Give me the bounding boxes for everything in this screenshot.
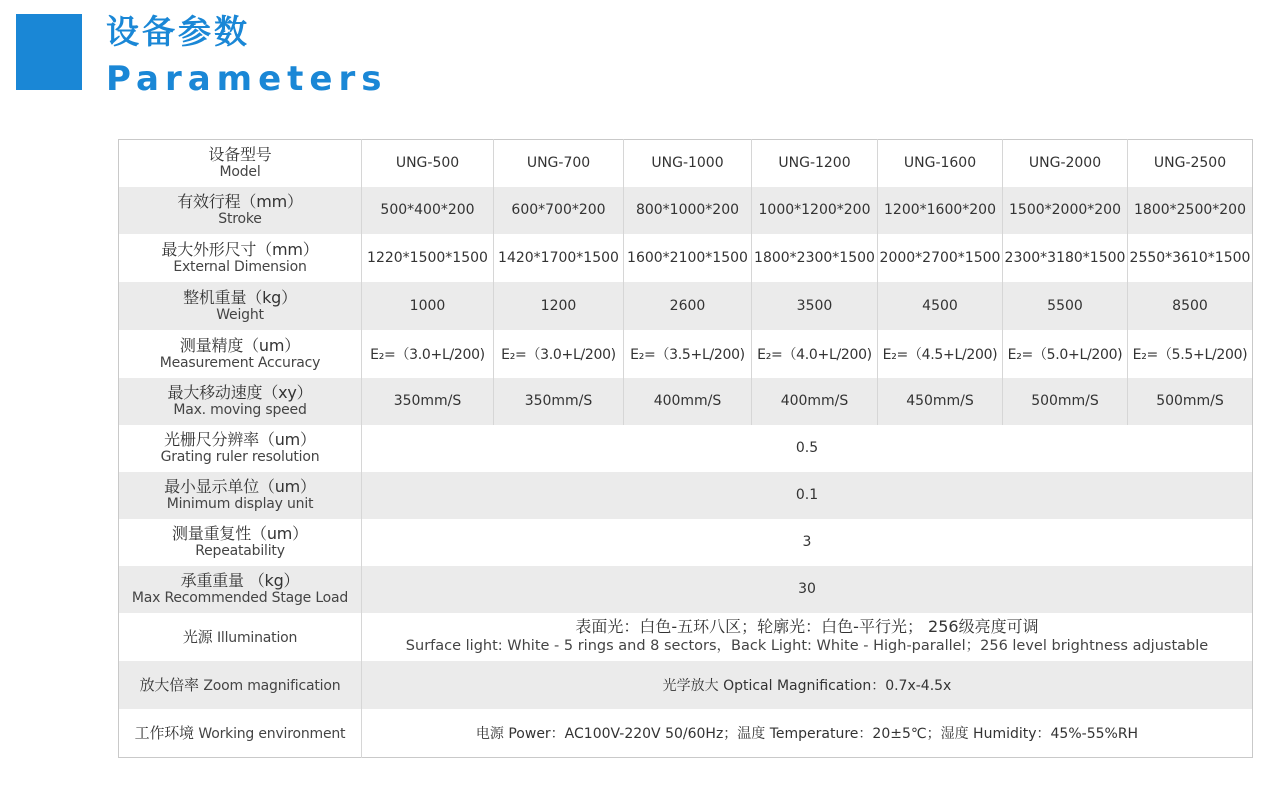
header-accent-block bbox=[16, 14, 82, 90]
model-cell: UNG-1600 bbox=[878, 140, 1003, 187]
table-row-accuracy bbox=[119, 330, 1253, 378]
row-label-zoom: 放大倍率 Zoom magnification bbox=[119, 661, 362, 709]
speed-cell: 500mm/S bbox=[1003, 378, 1128, 425]
table-row-resolution bbox=[119, 425, 1253, 472]
row-label-environment: 工作环境 Working environment bbox=[119, 709, 362, 758]
weight-cell: 2600 bbox=[624, 282, 752, 330]
row-label-model: 设备型号 Model bbox=[119, 140, 362, 187]
row-label-weight: 整机重量（kg） Weight bbox=[119, 282, 362, 330]
dimension-cell: 1420*1700*1500 bbox=[494, 234, 624, 282]
dimension-cell: 1800*2300*1500 bbox=[752, 234, 878, 282]
illumination-value-en: Surface light: White - 5 rings and 8 sectors，Back Light: White - High-parallel；256 level brightness adjustable bbox=[405, 638, 1209, 654]
stroke-cell: 1000*1200*200 bbox=[752, 187, 878, 234]
accuracy-cell: E₂=（4.0+L/200) bbox=[752, 330, 878, 378]
zoom-value: 光学放大 Optical Magnification：0.7x-4.5x bbox=[362, 661, 1253, 709]
table-row-environment bbox=[119, 709, 1253, 758]
weight-cell: 5500 bbox=[1003, 282, 1128, 330]
parameters-table bbox=[118, 139, 1253, 758]
stroke-cell: 800*1000*200 bbox=[624, 187, 752, 234]
row-label-resolution: 光栅尺分辨率（um） Grating ruler resolution bbox=[119, 425, 362, 472]
page-title-en: Parameters bbox=[106, 59, 388, 99]
model-cell: UNG-1200 bbox=[752, 140, 878, 187]
speed-cell: 350mm/S bbox=[362, 378, 494, 425]
table-row-weight bbox=[119, 282, 1253, 330]
table-row-model bbox=[119, 140, 1253, 187]
model-cell: UNG-2500 bbox=[1128, 140, 1253, 187]
repeatability-value: 3 bbox=[362, 519, 1253, 566]
model-cell: UNG-2000 bbox=[1003, 140, 1128, 187]
row-label-display-unit: 最小显示单位（um） Minimum display unit bbox=[119, 472, 362, 519]
stroke-cell: 1200*1600*200 bbox=[878, 187, 1003, 234]
page-title-cn: 设备参数 bbox=[106, 12, 250, 51]
weight-cell: 4500 bbox=[878, 282, 1003, 330]
stroke-cell: 1500*2000*200 bbox=[1003, 187, 1128, 234]
stroke-cell: 500*400*200 bbox=[362, 187, 494, 234]
weight-cell: 1000 bbox=[362, 282, 494, 330]
accuracy-cell: E₂=（3.0+L/200) bbox=[362, 330, 494, 378]
row-label-speed: 最大移动速度（xy） Max. moving speed bbox=[119, 378, 362, 425]
weight-cell: 8500 bbox=[1128, 282, 1253, 330]
accuracy-cell: E₂=（5.0+L/200) bbox=[1003, 330, 1128, 378]
resolution-value: 0.5 bbox=[362, 425, 1253, 472]
display-unit-value: 0.1 bbox=[362, 472, 1253, 519]
row-label-stroke: 有效行程（mm） Stroke bbox=[119, 187, 362, 234]
accuracy-cell: E₂=（3.5+L/200) bbox=[624, 330, 752, 378]
dimension-cell: 2300*3180*1500 bbox=[1003, 234, 1128, 282]
table-row-load bbox=[119, 566, 1253, 613]
table-row-display-unit bbox=[119, 472, 1253, 519]
model-cell: UNG-1000 bbox=[624, 140, 752, 187]
dimension-cell: 2000*2700*1500 bbox=[878, 234, 1003, 282]
table-row-speed bbox=[119, 378, 1253, 425]
load-value: 30 bbox=[362, 566, 1253, 613]
table-row-repeatability bbox=[119, 519, 1253, 566]
table-row-dimension bbox=[119, 234, 1253, 282]
weight-cell: 1200 bbox=[494, 282, 624, 330]
dimension-cell: 2550*3610*1500 bbox=[1128, 234, 1253, 282]
illumination-value bbox=[362, 613, 1253, 661]
speed-cell: 450mm/S bbox=[878, 378, 1003, 425]
model-cell: UNG-500 bbox=[362, 140, 494, 187]
row-label-dimension: 最大外形尺寸（mm） External Dimension bbox=[119, 234, 362, 282]
model-cell: UNG-700 bbox=[494, 140, 624, 187]
dimension-cell: 1220*1500*1500 bbox=[362, 234, 494, 282]
dimension-cell: 1600*2100*1500 bbox=[624, 234, 752, 282]
speed-cell: 400mm/S bbox=[624, 378, 752, 425]
weight-cell: 3500 bbox=[752, 282, 878, 330]
stroke-cell: 600*700*200 bbox=[494, 187, 624, 234]
accuracy-cell: E₂=（3.0+L/200) bbox=[494, 330, 624, 378]
speed-cell: 400mm/S bbox=[752, 378, 878, 425]
environment-value: 电源 Power：AC100V-220V 50/60Hz；温度 Temperature：20±5℃；湿度 Humidity：45%-55%RH bbox=[362, 709, 1253, 758]
table-row-illumination bbox=[119, 613, 1253, 661]
row-label-illumination: 光源 Illumination bbox=[119, 613, 362, 661]
table-row-zoom bbox=[119, 661, 1253, 709]
speed-cell: 350mm/S bbox=[494, 378, 624, 425]
illumination-value-cn: 表面光：白色-五环八区；轮廓光：白色-平行光； 256级亮度可调 bbox=[575, 617, 1039, 636]
row-label-load: 承重重量 （kg） Max Recommended Stage Load bbox=[119, 566, 362, 613]
table-row-stroke bbox=[119, 187, 1253, 234]
row-label-accuracy: 测量精度（um） Measurement Accuracy bbox=[119, 330, 362, 378]
accuracy-cell: E₂=（5.5+L/200) bbox=[1128, 330, 1253, 378]
speed-cell: 500mm/S bbox=[1128, 378, 1253, 425]
accuracy-cell: E₂=（4.5+L/200) bbox=[878, 330, 1003, 378]
row-label-repeatability: 测量重复性（um） Repeatability bbox=[119, 519, 362, 566]
stroke-cell: 1800*2500*200 bbox=[1128, 187, 1253, 234]
